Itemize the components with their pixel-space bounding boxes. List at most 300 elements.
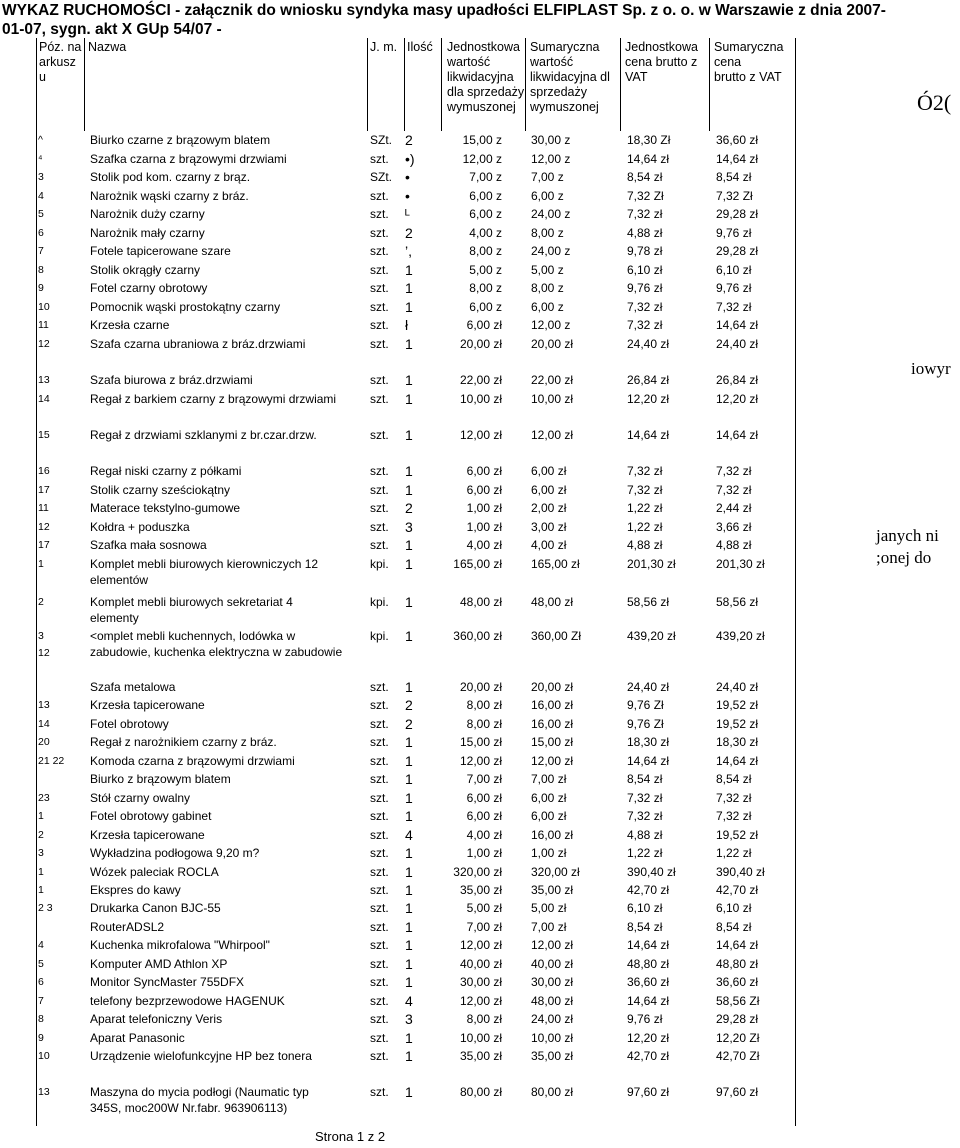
sum-gross-price: 42,70 Zł [716,1049,760,1063]
sum-net-value: 8,00 z [531,226,564,240]
sum-net-value: 12,00 zł [531,754,574,768]
unit-of-measure: SZt. [370,170,393,184]
unit-net-value: 4,00 zł [466,538,502,552]
unit-net-value: 20,00 zł [459,680,502,694]
quantity: 2 [405,132,413,148]
unit-gross-price: 9,76 Zł [627,698,664,712]
unit-net-value: 30,00 zł [459,975,502,989]
item-name: Szafa metalowa [90,680,176,694]
item-name: Komputer AMD Athlon XP [90,957,228,971]
margin-note-2: iowyr [911,359,951,378]
sum-net-value: 24,00 zł [531,1012,574,1026]
unit-net-value: 12,00 zł [459,994,502,1008]
unit-net-value: 5,00 zł [466,901,502,915]
unit-of-measure: szt. [370,828,389,842]
item-name: Kuchenka mikrofalowa "Whirpool" [90,938,270,952]
item-name: Pomocnik wąski prostokątny czarny [90,300,281,314]
unit-gross-price: 439,20 zł [627,629,676,643]
sum-net-value: 20,00 zł [531,680,574,694]
sum-gross-price: 9,76 zł [716,281,752,295]
item-name: Aparat Panasonic [90,1031,185,1045]
unit-of-measure: szt. [370,883,389,897]
sum-gross-price: 18,30 zł [716,735,759,749]
unit-net-value: 5,00 z [469,263,502,277]
row-position: 2 3 [38,902,53,914]
sum-net-value: 12,00 zł [531,428,574,442]
unit-of-measure: kpi. [370,629,389,643]
unit-gross-price: 12,20 zł [627,392,670,406]
unit-gross-price: 8,54 zł [627,772,663,786]
unit-net-value: 7,00 z [469,170,502,184]
row-position: 15 [38,429,50,441]
header-position: Póz. na arkusz u [39,40,82,84]
row-position: 23 [38,792,50,804]
unit-net-value: 10,00 zł [459,1031,502,1045]
sum-gross-price: 439,20 zł [716,629,765,643]
header-divider [404,38,405,131]
unit-gross-price: 7,32 zł [627,464,663,478]
item-name: Szafka mała sosnowa [90,538,207,552]
header-sum-gross-price: Sumaryczna cena brutto z VAT [714,40,784,84]
unit-gross-price: 26,84 zł [627,373,670,387]
row-position: 1 [38,884,44,896]
sum-net-value: 15,00 zł [531,735,574,749]
quantity: 1 [405,771,413,787]
sum-net-value: 7,00 zł [531,772,567,786]
unit-of-measure: szt. [370,520,389,534]
unit-gross-price: 7,32 zł [627,207,663,221]
sum-gross-price: 29,28 zł [716,1012,759,1026]
item-name: Krzesła czarne [90,318,170,332]
sum-net-value: 80,00 zł [531,1085,574,1099]
header-unit-net-value: Jednostkowa wartość likwidacyjna dla sprzedaży wymuszonej [447,40,525,114]
unit-gross-price: 42,70 zł [627,1049,670,1063]
sum-net-value: 22,00 zł [531,373,574,387]
sum-net-value: 360,00 Zł [531,629,582,643]
sum-gross-price: 7,32 zł [716,809,752,823]
sum-gross-price: 390,40 zł [716,865,765,879]
item-name: Stolik czarny sześciokątny [90,483,231,497]
sum-net-value: 6,00 zł [531,464,567,478]
quantity: 1 [405,679,413,695]
item-name: Ekspres do kawy [90,883,181,897]
item-name: Drukarka Canon BJC-55 [90,901,221,915]
unit-of-measure: szt. [370,698,389,712]
item-name: Kołdra + poduszka [90,520,190,534]
item-name: Wykładzina podłogowa 9,20 m? [90,846,260,860]
quantity: 1 [405,974,413,990]
row-position: 2 [38,596,44,608]
row-position: 13 [38,699,50,711]
unit-of-measure: szt. [370,464,389,478]
unit-of-measure: szt. [370,392,389,406]
item-name: Materace tekstylno-gumowe [90,501,241,515]
row-position: 11 [38,319,49,331]
margin-note-3: janych ni ;onej do [876,526,939,567]
quantity: 1 [405,900,413,916]
unit-of-measure: szt. [370,373,389,387]
sum-gross-price: 7,32 zł [716,300,752,314]
unit-gross-price: 18,30 Zł [627,133,671,147]
row-position: 9 [38,282,44,294]
unit-gross-price: 4,88 zł [627,538,663,552]
header-divider [441,38,442,131]
sum-gross-price: 8,54 zł [716,920,752,934]
quantity: ł [405,317,409,333]
document-title: WYKAZ RUCHOMOŚCI - załącznik do wniosku syndyka masy upadłości ELFIPLAST Sp. z o. o. w Warszawie z dnia 2007-01-07, sygn. akt X GUp 54/07 - [2,2,886,38]
quantity: 1 [405,1048,413,1064]
unit-of-measure: szt. [370,538,389,552]
sum-net-value: 7,00 z [531,170,564,184]
unit-of-measure: szt. [370,1085,389,1099]
item-name: Maszyna do mycia podłogi (Naumatic typ 345S, moc200W Nr.fabr. 963906113) [90,1085,309,1115]
row-position: 6 [38,227,44,239]
sum-net-value: 16,00 zł [531,717,574,731]
row-position: 12 [38,338,50,350]
unit-net-value: 7,00 zł [466,920,502,934]
unit-gross-price: 9,76 zł [627,281,663,295]
quantity: 4 [405,993,413,1009]
item-name: Regał niski czarny z półkami [90,464,242,478]
item-name: Narożnik mały czarny [90,226,205,240]
unit-net-value: 6,00 zł [466,318,502,332]
row-position: ⁴ [38,153,43,165]
sum-net-value: 7,00 zł [531,920,567,934]
unit-gross-price: 6,10 zł [627,263,663,277]
sum-gross-price: 36,60 zł [716,975,759,989]
unit-net-value: 6,00 z [469,189,502,203]
unit-net-value: 7,00 zł [466,772,502,786]
unit-gross-price: 1,22 zł [627,846,663,860]
sum-net-value: 30,00 zł [531,975,574,989]
item-name: Stolik pod kom. czarny z brąz. [90,170,251,184]
unit-gross-price: 4,88 zł [627,226,663,240]
row-position: 17 [38,484,50,496]
sum-net-value: 6,00 z [531,300,564,314]
row-position: 14 [38,718,50,730]
quantity: •) [405,151,415,167]
unit-gross-price: 9,76 zł [627,1012,663,1026]
sum-net-value: 35,00 zł [531,1049,574,1063]
unit-of-measure: szt. [370,846,389,860]
unit-of-measure: szt. [370,957,389,971]
sum-gross-price: 48,80 zł [716,957,759,971]
unit-of-measure: szt. [370,1049,389,1063]
row-position: 4 [38,939,44,951]
unit-of-measure: szt. [370,281,389,295]
item-name: Monitor SyncMaster 755DFX [90,975,245,989]
sum-gross-price: 36,60 zł [716,133,759,147]
quantity: 1 [405,956,413,972]
quantity: 2 [405,716,413,732]
item-name: Regał z narożnikiem czarny z bráz. [90,735,277,749]
header-unit: J. m. [370,40,398,54]
item-name: Urządzenie wielofunkcyjne HP bez tonera [90,1049,312,1063]
unit-net-value: 4,00 z [469,226,502,240]
unit-of-measure: szt. [370,244,389,258]
row-position: 5 [38,958,44,970]
row-position: 3 12 [38,630,50,659]
item-name: Fotel obrotowy [90,717,169,731]
item-name: RouterADSL2 [90,920,165,934]
unit-of-measure: kpi. [370,595,389,609]
unit-gross-price: 9,78 zł [627,244,663,258]
sum-gross-price: 14,64 zł [716,754,759,768]
unit-of-measure: szt. [370,901,389,915]
header-unit-gross-price: Jednostkowa cena brutto z VAT [625,40,698,84]
unit-of-measure: szt. [370,975,389,989]
quantity: 1 [405,537,413,553]
row-position: 1 [38,866,44,878]
sum-net-value: 16,00 zł [531,828,574,842]
unit-net-value: 165,00 zł [453,557,502,571]
unit-net-value: 35,00 zł [459,883,502,897]
item-name: Biurko z brązowym blatem [90,772,231,786]
row-position: 3 [38,171,44,183]
sum-net-value: 12,00 z [531,152,571,166]
item-name: Szafka czarna z brązowymi drzwiami [90,152,287,166]
sum-net-value: 24,00 z [531,244,571,258]
unit-net-value: 8,00 z [469,244,502,258]
sum-gross-price: 8,54 zł [716,772,752,786]
unit-gross-price: 58,56 zł [627,595,670,609]
unit-of-measure: szt. [370,428,389,442]
quantity: 1 [405,299,413,315]
unit-gross-price: 8,54 zł [627,170,663,184]
row-position: 6 [38,976,44,988]
row-position: 13 [38,1086,50,1098]
unit-of-measure: szt. [370,791,389,805]
quantity: 1 [405,427,413,443]
quantity: 1 [405,753,413,769]
unit-gross-price: 7,32 zł [627,483,663,497]
item-name: Aparat telefoniczny Veris [90,1012,223,1026]
item-name: Fotel obrotowy gabinet [90,809,212,823]
unit-gross-price: 7,32 zł [627,318,663,332]
sum-net-value: 6,00 zł [531,809,567,823]
quantity: 1 [405,1030,413,1046]
sum-gross-price: 3,66 zł [716,520,752,534]
sum-gross-price: 26,84 zł [716,373,759,387]
quantity: 1 [405,919,413,935]
sum-net-value: 12,00 z [531,318,571,332]
sum-net-value: 16,00 zł [531,698,574,712]
item-name: Krzesła tapicerowane [90,698,205,712]
row-position: 7 [38,245,44,257]
sum-gross-price: 24,40 zł [716,337,759,351]
unit-of-measure: szt. [370,337,389,351]
unit-gross-price: 4,88 zł [627,828,663,842]
header-name: Nazwa [88,40,127,54]
unit-of-measure: szt. [370,483,389,497]
quantity: 3 [405,519,413,535]
unit-net-value: 1,00 zł [466,501,502,515]
sum-net-value: 3,00 zł [531,520,567,534]
unit-net-value: 6,00 zł [466,483,502,497]
unit-gross-price: 14,64 zł [627,428,670,442]
quantity: 1 [405,463,413,479]
unit-net-value: 80,00 zł [459,1085,502,1099]
sum-gross-price: 58,56 zł [716,595,759,609]
quantity: 1 [405,391,413,407]
sum-gross-price: 14,64 zł [716,318,759,332]
unit-gross-price: 7,32 zł [627,809,663,823]
table-left-border [36,38,37,1126]
sum-net-value: 2,00 zł [531,501,567,515]
row-position: 9 [38,1032,44,1044]
quantity: 2 [405,225,413,241]
item-name: Szafa czarna ubraniowa z bráz.drzwiami [90,337,306,351]
row-position: 1 [38,810,44,822]
quantity: 2 [405,500,413,516]
unit-net-value: 8,00 z [469,281,502,295]
unit-net-value: 12,00 z [462,152,502,166]
sum-net-value: 1,00 zł [531,846,567,860]
sum-net-value: 24,00 z [531,207,571,221]
header-divider [84,38,85,131]
unit-of-measure: szt. [370,1031,389,1045]
quantity: 1 [405,882,413,898]
sum-gross-price: 7,32 zł [716,464,752,478]
unit-net-value: 1,00 zł [466,520,502,534]
unit-gross-price: 8,54 zł [627,920,663,934]
sum-gross-price: 58,56 Zł [716,994,760,1008]
unit-gross-price: 390,40 zł [627,865,676,879]
sum-gross-price: 12,20 zł [716,392,759,406]
item-name: Fotel czarny obrotowy [90,281,208,295]
unit-gross-price: 24,40 zł [627,337,670,351]
quantity: 1 [405,808,413,824]
unit-of-measure: szt. [370,809,389,823]
unit-net-value: 8,00 zł [466,717,502,731]
item-name: Komplet mebli biurowych sekretariat 4 elementy [90,595,293,625]
sum-gross-price: 29,28 zł [716,244,759,258]
header-divider [525,38,526,131]
header-divider [620,38,621,131]
item-name: <omplet mebli kuchennych, lodówka w zabudowie, kuchenka elektryczna w zabudowie [90,629,343,659]
row-position: 2 [38,829,44,841]
unit-gross-price: 36,60 zł [627,975,670,989]
unit-net-value: 20,00 zł [459,337,502,351]
item-name: Narożnik duży czarny [90,207,205,221]
sum-gross-price: 14,64 zł [716,152,759,166]
sum-gross-price: 4,88 zł [716,538,752,552]
quantity: 3 [405,1011,413,1027]
header-sum-net-value: Sumaryczna wartość likwidacyjna dl sprzedaży wymuszonej [530,40,610,114]
unit-of-measure: szt. [370,920,389,934]
sum-gross-price: 19,52 zł [716,717,759,731]
unit-gross-price: 6,10 zł [627,901,663,915]
sum-gross-price: 12,20 Zł [716,1031,760,1045]
unit-net-value: 6,00 zł [466,791,502,805]
item-name: Fotele tapicerowane szare [90,244,231,258]
unit-net-value: 360,00 zł [453,629,502,643]
sum-net-value: 12,00 zł [531,938,574,952]
row-position: 8 [38,264,44,276]
row-position: 17 [38,539,50,551]
sum-net-value: 35,00 zł [531,883,574,897]
item-name: Krzesła tapicerowane [90,828,205,842]
quantity: • [405,188,410,204]
quantity: 1 [405,628,413,644]
sum-gross-price: 6,10 zł [716,263,752,277]
item-name: Regał z barkiem czarny z brązowymi drzwiami [90,392,337,406]
sum-gross-price: 7,32 Zł [716,189,753,203]
sum-gross-price: 7,32 zł [716,791,752,805]
unit-gross-price: 9,76 Zł [627,717,664,731]
quantity: 4 [405,827,413,843]
unit-gross-price: 12,20 zł [627,1031,670,1045]
unit-net-value: 6,00 zł [466,809,502,823]
sum-gross-price: 42,70 zł [716,883,759,897]
sum-gross-price: 19,52 zł [716,698,759,712]
unit-net-value: 40,00 zł [459,957,502,971]
unit-of-measure: szt. [370,300,389,314]
item-name: Komoda czarna z brązowymi drzwiami [90,754,295,768]
unit-gross-price: 48,80 zł [627,957,670,971]
sum-net-value: 30,00 z [531,133,571,147]
sum-gross-price: 201,30 zł [716,557,765,571]
unit-of-measure: szt. [370,754,389,768]
row-position: 12 [38,521,50,533]
item-name: Komplet mebli biurowych kierowniczych 12 elementów [90,557,319,587]
unit-gross-price: 14,64 zł [627,152,670,166]
row-position: 11 [38,502,49,514]
sum-net-value: 5,00 zł [531,901,567,915]
unit-gross-price: 14,64 zł [627,754,670,768]
unit-of-measure: szt. [370,226,389,240]
quantity: 1 [405,734,413,750]
unit-net-value: 4,00 zł [466,828,502,842]
item-name: Biurko czarne z brązowym blatem [90,133,271,147]
unit-gross-price: 24,40 zł [627,680,670,694]
unit-of-measure: szt. [370,501,389,515]
unit-net-value: 10,00 zł [459,392,502,406]
sum-net-value: 6,00 zł [531,791,567,805]
row-position: 3 [38,847,44,859]
unit-of-measure: szt. [370,717,389,731]
sum-gross-price: 1,22 zł [716,846,752,860]
unit-of-measure: SZt. [370,133,393,147]
unit-net-value: 35,00 zł [459,1049,502,1063]
unit-net-value: 6,00 z [469,300,502,314]
item-name: Regał z drzwiami szklanymi z br.czar.drzw. [90,428,317,442]
unit-of-measure: szt. [370,1012,389,1026]
unit-net-value: 22,00 zł [459,373,502,387]
row-position: 20 [38,736,50,748]
header-quantity: Ilość [407,40,433,54]
unit-of-measure: szt. [370,735,389,749]
quantity: 1 [405,336,413,352]
row-position: 16 [38,465,50,477]
row-position: 21 22 [38,755,65,767]
quantity: ’, [405,243,412,259]
unit-net-value: 6,00 z [469,207,502,221]
sum-net-value: 165,00 zł [531,557,580,571]
quantity: • [405,169,410,185]
inventory-table [0,38,796,1126]
unit-of-measure: kpi. [370,557,389,571]
quantity: 1 [405,790,413,806]
sum-gross-price: 97,60 zł [716,1085,759,1099]
item-name: Stół czarny owalny [90,791,191,805]
quantity: 1 [405,482,413,498]
sum-net-value: 20,00 zł [531,337,574,351]
unit-net-value: 12,00 zł [459,754,502,768]
sum-net-value: 5,00 z [531,263,564,277]
quantity: 1 [405,864,413,880]
unit-net-value: 8,00 zł [466,1012,502,1026]
